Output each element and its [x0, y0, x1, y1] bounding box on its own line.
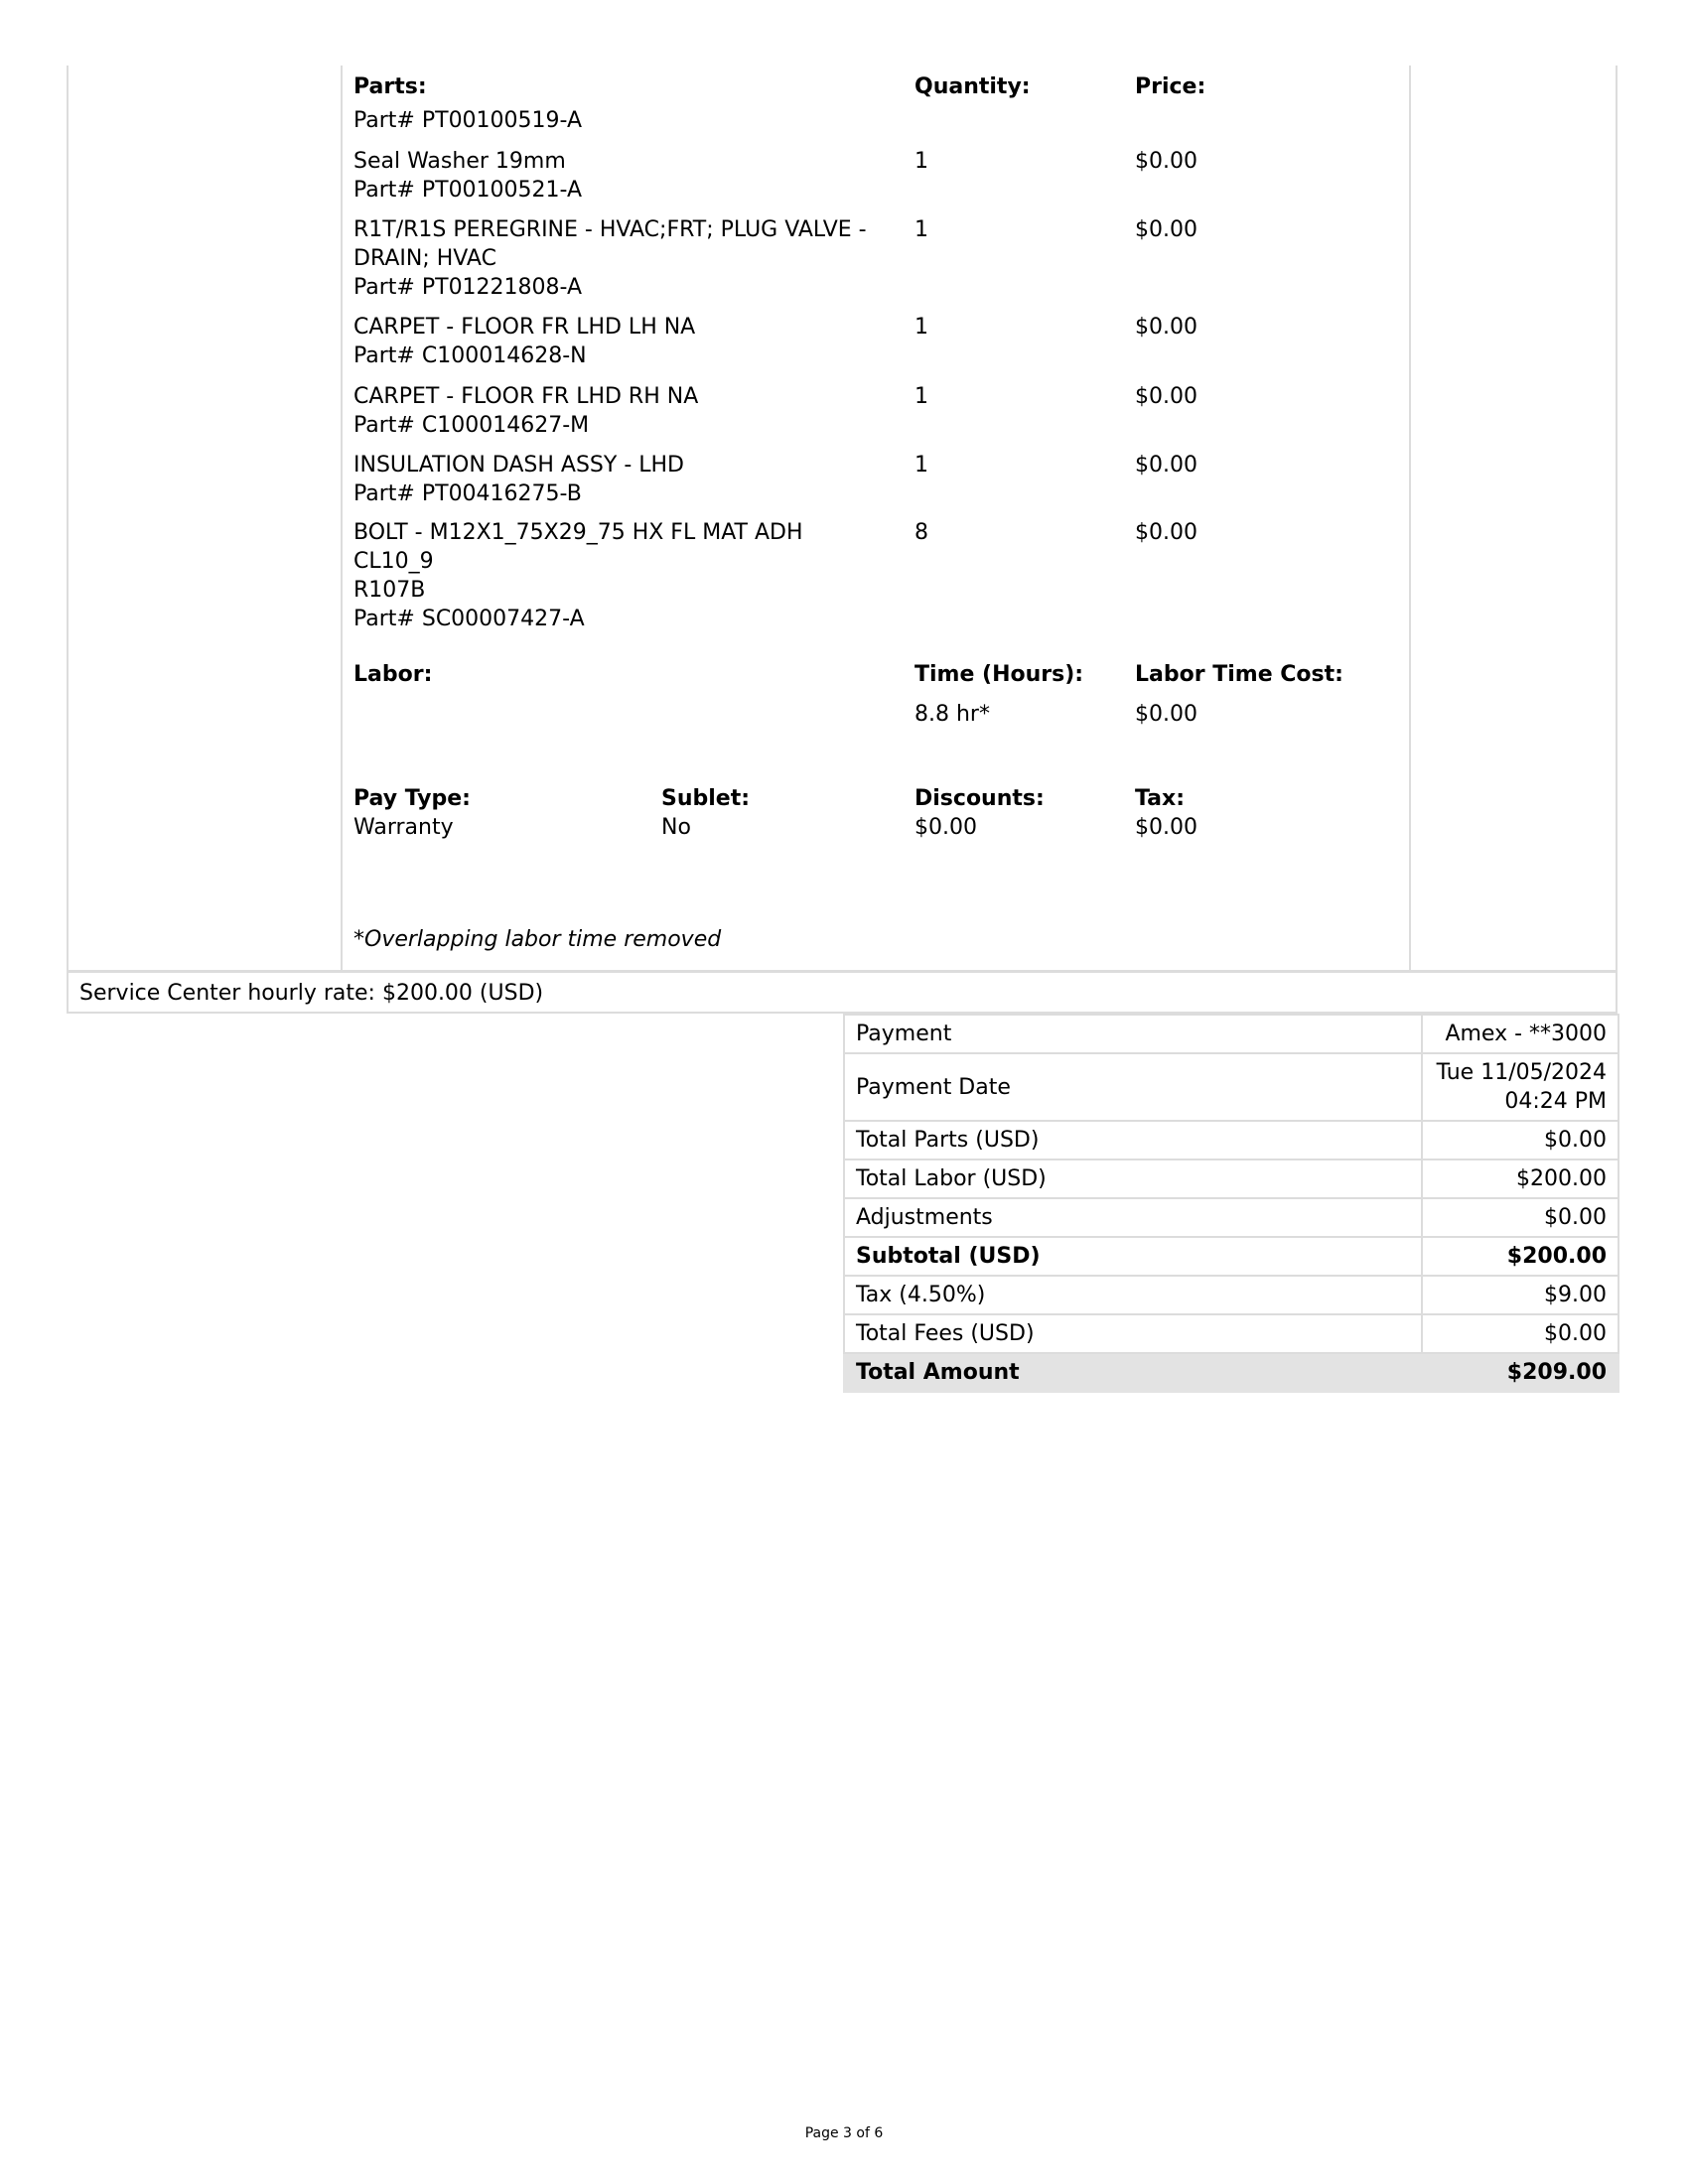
total-fees-label: Total Fees (USD) — [844, 1314, 1422, 1353]
sublet-value: No — [661, 815, 691, 840]
tax-amount-value: $9.00 — [1422, 1276, 1618, 1314]
part-name: CARPET - FLOOR FR LHD LH NA — [353, 315, 696, 340]
part-description — [353, 313, 880, 370]
total-parts-row — [844, 1121, 1618, 1160]
part-quantity: 1 — [914, 384, 928, 409]
part-number: Part# PT00416275-B — [353, 481, 582, 506]
part-price: $0.00 — [1135, 149, 1197, 174]
part-name: Seal Washer 19mm — [353, 149, 566, 174]
payment-date-row — [844, 1053, 1618, 1121]
section-divider — [67, 970, 1618, 973]
total-fees-value: $0.00 — [1422, 1314, 1618, 1353]
part-quantity: 1 — [914, 217, 928, 242]
part-name: R1T/R1S PEREGRINE - HVAC;FRT; PLUG VALVE - — [353, 217, 867, 242]
part-quantity: 1 — [914, 149, 928, 174]
part-description — [353, 147, 880, 205]
subtotal-row — [844, 1237, 1618, 1276]
part-name-continued: DRAIN; HVAC — [353, 246, 496, 271]
overlap-note: *Overlapping labor time removed — [353, 927, 722, 952]
total-fees-row — [844, 1314, 1618, 1353]
total-parts-label: Total Parts (USD) — [844, 1121, 1422, 1160]
payment-label: Payment — [844, 1015, 1422, 1053]
tax-rate-label: Tax (4.50%) — [844, 1276, 1422, 1314]
part-number: Part# SC00007427-A — [353, 607, 585, 631]
payment-date-day: Tue 11/05/2024 — [1436, 1060, 1607, 1085]
part-price: $0.00 — [1135, 315, 1197, 340]
time-hours-header: Time (Hours): — [914, 662, 1084, 687]
totals-table — [843, 1014, 1619, 1393]
adjustments-label: Adjustments — [844, 1198, 1422, 1237]
part-number: Part# PT01221808-A — [353, 275, 583, 300]
part-price: $0.00 — [1135, 453, 1197, 478]
inner-right-border — [1409, 66, 1411, 971]
labor-cost-value: $0.00 — [1135, 702, 1197, 727]
part-description — [353, 215, 880, 302]
labor-time-cost-header: Labor Time Cost: — [1135, 662, 1343, 687]
frame-left-border — [67, 66, 69, 1013]
total-amount-label: Total Amount — [844, 1353, 1422, 1392]
sublet-label: Sublet: — [661, 786, 751, 811]
first-part-number: Part# PT00100519-A — [353, 108, 583, 133]
payment-date-value — [1422, 1053, 1618, 1121]
frame-right-border — [1616, 66, 1618, 1013]
part-price: $0.00 — [1135, 520, 1197, 545]
part-description — [353, 382, 880, 440]
parts-header: Parts: — [353, 74, 427, 99]
pay-type-value: Warranty — [353, 815, 454, 840]
part-price: $0.00 — [1135, 384, 1197, 409]
discounts-value: $0.00 — [914, 815, 977, 840]
part-name-continued: R107B — [353, 578, 426, 603]
total-labor-label: Total Labor (USD) — [844, 1160, 1422, 1198]
part-price: $0.00 — [1135, 217, 1197, 242]
tax-label: Tax: — [1135, 786, 1186, 811]
labor-time-value: 8.8 hr* — [914, 702, 990, 727]
payment-date-time: 04:24 PM — [1504, 1089, 1607, 1114]
discounts-label: Discounts: — [914, 786, 1045, 811]
payment-date-label: Payment Date — [844, 1053, 1422, 1121]
tax-row — [844, 1276, 1618, 1314]
tax-value: $0.00 — [1135, 815, 1197, 840]
subtotal-label: Subtotal (USD) — [844, 1237, 1422, 1276]
part-quantity: 8 — [914, 520, 928, 545]
part-description — [353, 518, 880, 633]
total-amount-row — [844, 1353, 1618, 1392]
part-description — [353, 451, 880, 508]
part-quantity: 1 — [914, 453, 928, 478]
labor-header: Labor: — [353, 662, 433, 687]
part-name: CARPET - FLOOR FR LHD RH NA — [353, 384, 699, 409]
quantity-header: Quantity: — [914, 74, 1031, 99]
subtotal-value: $200.00 — [1422, 1237, 1618, 1276]
total-parts-value: $0.00 — [1422, 1121, 1618, 1160]
adjustments-row — [844, 1198, 1618, 1237]
pay-type-label: Pay Type: — [353, 786, 471, 811]
inner-left-border — [341, 66, 343, 971]
price-header: Price: — [1135, 74, 1206, 99]
part-quantity: 1 — [914, 315, 928, 340]
total-labor-value: $200.00 — [1422, 1160, 1618, 1198]
part-number: Part# C100014628-N — [353, 343, 587, 368]
part-name: INSULATION DASH ASSY - LHD — [353, 453, 684, 478]
payment-row — [844, 1015, 1618, 1053]
total-amount-value: $209.00 — [1422, 1353, 1618, 1392]
part-number: Part# PT00100521-A — [353, 178, 583, 203]
payment-value: Amex - **3000 — [1422, 1015, 1618, 1053]
total-labor-row — [844, 1160, 1618, 1198]
hourly-rate: Service Center hourly rate: $200.00 (USD) — [79, 981, 544, 1006]
page-number: Page 3 of 6 — [804, 2125, 884, 2141]
adjustments-value: $0.00 — [1422, 1198, 1618, 1237]
part-name: BOLT - M12X1_75X29_75 HX FL MAT ADH CL10_9 — [353, 520, 803, 574]
part-number: Part# C100014627-M — [353, 413, 590, 438]
